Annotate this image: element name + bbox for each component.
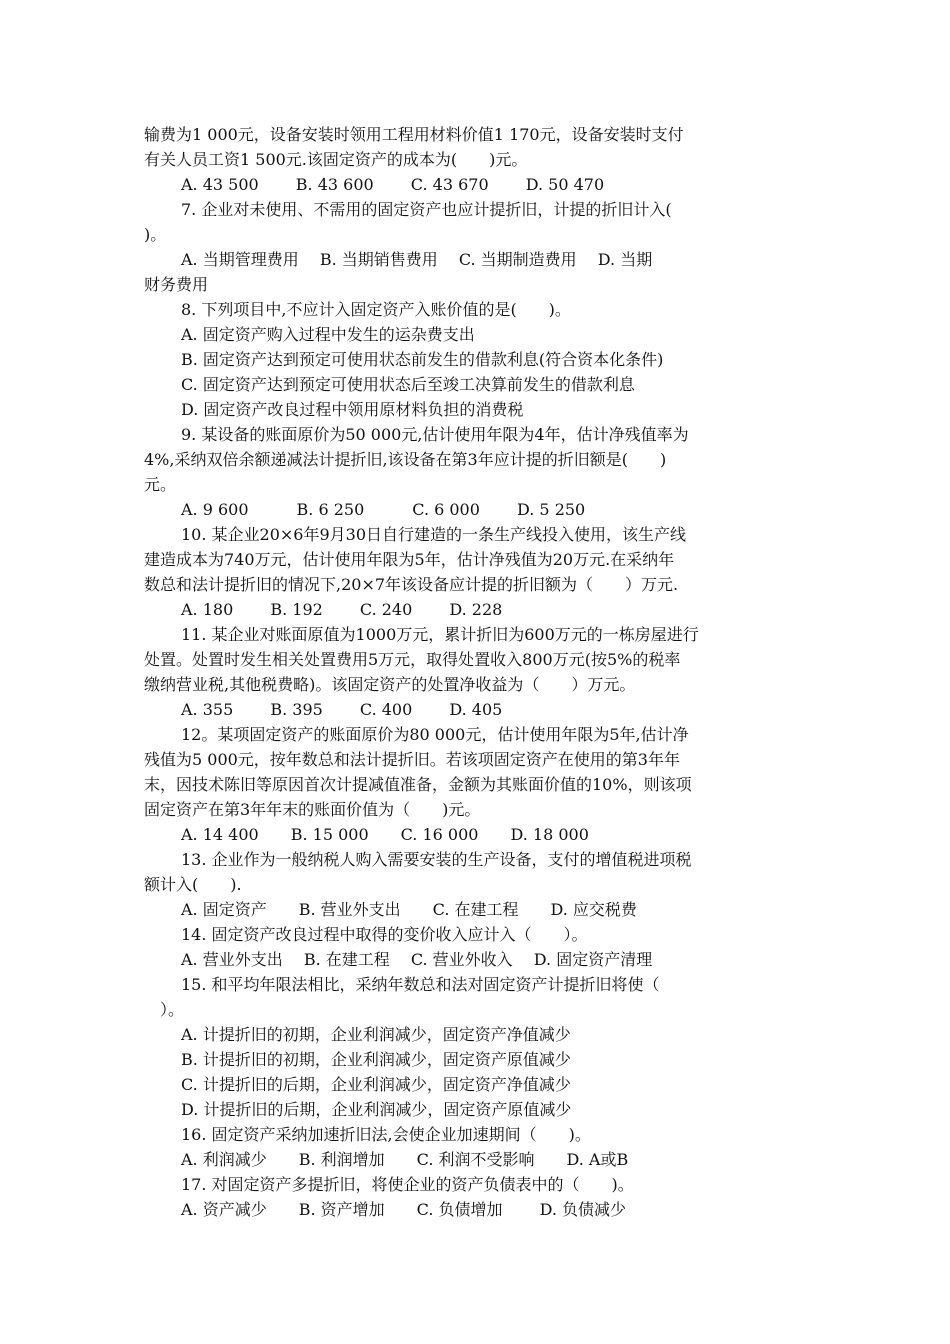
text-line: D. 固定资产改良过程中领用原材料负担的消费税	[181, 400, 524, 419]
text-line: 处置。处置时发生相关处置费用5万元，取得处置收入800万元(按5%的税率	[144, 650, 681, 669]
text-line: 输费为1 000元，设备安装时领用工程用材料价值1 170元，设备安装时支付	[144, 125, 684, 144]
text-line: A. 营业外支出 B. 在建工程 C. 营业外收入 D. 固定资产清理	[181, 950, 653, 969]
text-line: 12。某项固定资产的账面原价为80 000元，估计使用年限为5年,估计净	[181, 725, 689, 744]
text-line: 额计入( ).	[144, 875, 242, 894]
text-line: 9. 某设备的账面原价为50 000元,估计使用年限为4年，估计净残值率为	[181, 425, 689, 444]
text-line: A. 固定资产 B. 营业外支出 C. 在建工程 D. 应交税费	[181, 900, 637, 919]
text-line: A. 固定资产购入过程中发生的运杂费支出	[181, 325, 475, 344]
text-line: C. 计提折旧的后期，企业利润减少，固定资产净值减少	[181, 1075, 571, 1094]
text-line: A. 14 400 B. 15 000 C. 16 000 D. 18 000	[181, 825, 589, 844]
text-line: )。	[144, 225, 167, 244]
text-line: 16. 固定资产采纳加速折旧法,会使企业加速期间（ )。	[181, 1125, 591, 1144]
text-line: 缴纳营业税,其他税费略)。该固定资产的处置净收益为（ ）万元。	[144, 675, 636, 694]
text-line: A. 180 B. 192 C. 240 D. 228	[181, 600, 503, 619]
text-line: 4%,采纳双倍余额递减法计提折旧,该设备在第3年应计提的折旧额是( )	[144, 450, 667, 469]
text-line: 15. 和平均年限法相比，采纳年数总和法对固定资产计提折旧将使（	[181, 975, 660, 994]
text-line: A. 43 500 B. 43 600 C. 43 670 D. 50 470	[181, 175, 605, 194]
text-line: D. 计提折旧的后期，企业利润减少，固定资产原值减少	[181, 1100, 572, 1119]
text-line: 建造成本为740万元，估计使用年限为5年，估计净残值为20万元.在采纳年	[144, 550, 675, 569]
text-line: 末，因技术陈旧等原因首次计提减值准备，金额为其账面价值的10%，则该项	[144, 775, 692, 794]
text-line: A. 当期管理费用 B. 当期销售费用 C. 当期制造费用 D. 当期	[181, 250, 653, 269]
text-line: 有关人员工资1 500元.该固定资产的成本为( )元。	[144, 150, 528, 169]
text-line: A. 9 600 B. 6 250 C. 6 000 D. 5 250	[181, 500, 586, 519]
text-line: B. 计提折旧的初期，企业利润减少，固定资产原值减少	[181, 1050, 571, 1069]
text-line: 元。	[144, 475, 177, 494]
text-line: 13. 企业作为一般纳税人购入需要安装的生产设备，支付的增值税进项税	[181, 850, 692, 869]
text-line: 财务费用	[144, 275, 209, 294]
text-line: 7. 企业对未使用、不需用的固定资产也应计提折旧，计提的折旧计入(	[181, 200, 672, 219]
text-line: ）。	[144, 1000, 185, 1019]
text-line: A. 利润减少 B. 利润增加 C. 利润不受影响 D. A或B	[181, 1150, 629, 1169]
text-line: 固定资产在第3年年末的账面价值为（ )元。	[144, 800, 481, 819]
text-line: 11. 某企业对账面原值为1000万元，累计折旧为600万元的一栋房屋进行	[181, 625, 699, 644]
text-line: 14. 固定资产改良过程中取得的变价收入应计入（ ）。	[181, 925, 588, 944]
text-line: C. 固定资产达到预定可使用状态后至竣工决算前发生的借款利息	[181, 375, 635, 394]
text-line: A. 资产减少 B. 资产增加 C. 负债增加 D. 负债减少	[181, 1200, 627, 1219]
text-line: 残值为5 000元，按年数总和法计提折旧。若该项固定资产在使用的第3年年	[144, 750, 680, 769]
question-text-block	[144, 122, 804, 1222]
text-line: A. 计提折旧的初期，企业利润减少，固定资产净值减少	[181, 1025, 571, 1044]
text-line: 8. 下列项目中,不应计入固定资产入账价值的是( )。	[181, 300, 571, 319]
text-line: A. 355 B. 395 C. 400 D. 405	[181, 700, 503, 719]
text-line: 数总和法计提折旧的情况下,20×7年该设备应计提的折旧额为（ ）万元.	[144, 575, 679, 594]
text-line: 17. 对固定资产多提折旧，将使企业的资产负债表中的（ )。	[181, 1175, 634, 1194]
text-line: B. 固定资产达到预定可使用状态前发生的借款利息(符合资本化条件)	[181, 350, 664, 369]
text-line: 10. 某企业20×6年9月30日自行建造的一条生产线投入使用，该生产线	[181, 525, 687, 544]
